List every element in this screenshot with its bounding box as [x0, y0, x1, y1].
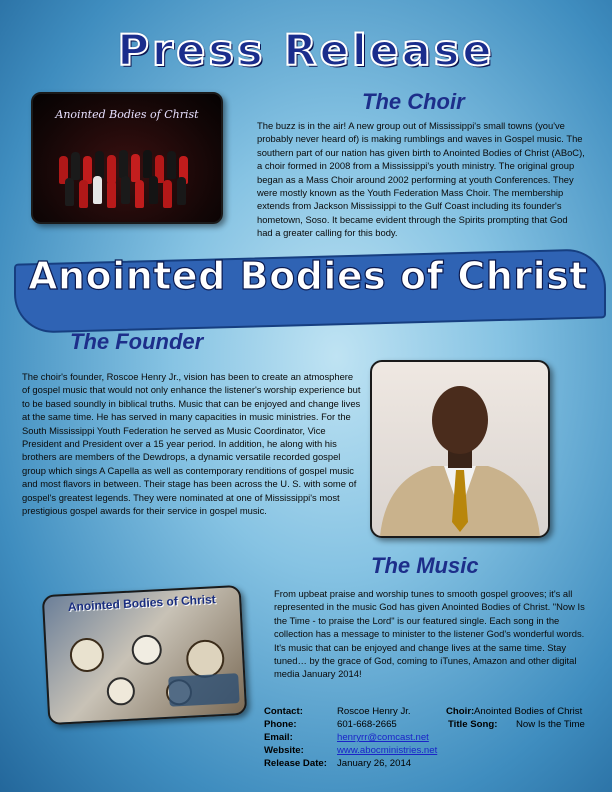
founder-text: The choir's founder, Roscoe Henry Jr., vision has been to create an atmosphere of gospel music that would not only enhance the listener's worship experience but to be based soundly in biblical truths. Music that can be enjoyed and change lives at the same time. He has served in many capacities in music ministries. For the South Mississippi Youth Federation he served as Music Coordinator, Vice President and President over a 15 year period. In addition, he along with his brothers are members of the Dewdrops, a dynamic versatile recorded gospel group which sings A Capella as well as contemporary renditions of gospel music and most flavors in between. Their stage has been across the U. S. with some of gospel's greatest legends. They were nominated at one of Mississippi's most prestigious gospel awards for their service in gospel music. [22, 371, 361, 517]
album-cover-caption: Anointed Bodies of Christ [67, 592, 217, 614]
music-text: From upbeat praise and worship tunes to smooth gospel grooves; it's all represented in the music God has given Anointed Bodies of Christ. "Now Is the Time - to praise the Lord" is our featured single. Each song in the collection has a message to minister to the listener God's wonderful words. It's music that can be enjoyed and change lives at the same time. Stay tuned… by the grace of God, coming to iTunes, Amazon and other digital media January 2014! [274, 588, 585, 680]
contact-label: Contact: [264, 706, 303, 717]
music-heading: The Music [371, 553, 479, 578]
founder-photo [370, 360, 550, 538]
contact-value: Roscoe Henry Jr. [337, 706, 411, 717]
release-date-value: January 26, 2014 [337, 758, 412, 769]
phone-label: Phone: [264, 719, 297, 730]
choir-text: The buzz is in the air! A new group out of Mississippi's small towns (you've probably never heard of) is making rumblings and waves in Gospel music. The southern part of our nation has given birth to Anointed Bodies of Christ (ABoC), a choir formed in 2008 from a Mississippi's youth ministry. The original group began as a Mass Choir around 2002 performing at youth Conferences. They were mostly known as the Youth Federation Mass Choir. The membership extends from Jackson Mississippi to the Gulf Coast including its founder's hometown, Soso. It became evident through the Spirits prompting that God had a greater calling for this body. [257, 120, 585, 239]
email-label: Email: [264, 732, 293, 743]
website-link[interactable]: www.abocministries.net [337, 745, 438, 756]
choir-photo-caption: Anointed Bodies of Christ [55, 108, 199, 121]
choir-heading: The Choir [362, 89, 465, 114]
website-label: Website: [264, 745, 304, 756]
choir-label: Choir: [446, 706, 475, 717]
banner-title: Anointed Bodies of Christ [28, 254, 588, 298]
title-song-label: Title Song: [448, 719, 498, 730]
page-title: Press Release [117, 26, 495, 76]
choir-value: Anointed Bodies of Christ [474, 706, 583, 717]
album-cover-photo [42, 585, 248, 725]
founder-heading: The Founder [70, 329, 204, 354]
founder-portrait-illustration [372, 362, 548, 536]
release-date-label: Release Date: [264, 758, 327, 769]
phone-value: 601-668-2665 [337, 719, 397, 730]
choir-photo [31, 92, 223, 224]
clock-collage-illustration [44, 587, 245, 723]
contact-block [264, 705, 594, 775]
title-song-value: Now Is the Time [516, 719, 585, 730]
email-link[interactable]: henryrr@comcast.net [337, 732, 429, 743]
